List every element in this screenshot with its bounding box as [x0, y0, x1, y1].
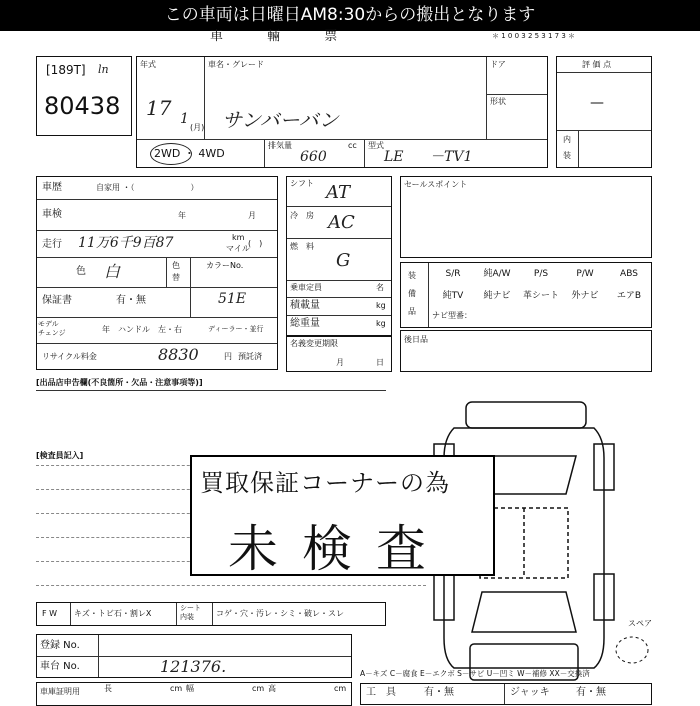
mileage-km: km [232, 233, 245, 242]
later-documents-label: 後日品 [404, 335, 428, 344]
year-label: 年式 [140, 60, 156, 69]
capacity-label: 乗車定員 [290, 283, 322, 292]
interior-label-2: 装 [563, 151, 571, 160]
lot-code: [189T] [46, 63, 86, 77]
garage-width: 幅 [186, 684, 194, 693]
fuel-label: 燃 料 [290, 242, 314, 251]
tools-value: 有・無 [424, 687, 454, 698]
inspection-month: 月 [248, 211, 256, 220]
car-name-label: 車名・グレード [208, 60, 264, 69]
garage-certificate-table [36, 682, 352, 706]
equipment-item: 外ナビ [571, 291, 599, 301]
load-unit: kg [376, 301, 386, 310]
top-right-code: ＊ 1 0 0 3 2 5 3 1 7 3 ＊ [492, 32, 576, 40]
model-change-label-2: チェンジ [38, 329, 66, 337]
year-month: 1 [180, 111, 189, 127]
shape-label: 形状 [490, 97, 506, 106]
lot-number: 80438 [44, 92, 121, 120]
pickup-notice-banner: この車両は日曜日AM8:30からの搬出となります [0, 0, 700, 31]
stamp-line-2: 未検査 [228, 520, 450, 578]
equipment-item: S/R [445, 269, 461, 279]
recycle-value: 8830 [158, 345, 199, 364]
exhibitor-notes-label: [出品店申告欄(不良箇所・欠品・注意事項等)] [36, 378, 203, 387]
garage-width-cm: cm [252, 684, 265, 693]
year-value: 17 [146, 96, 172, 120]
chassis-no-label: 車台 No. [40, 661, 80, 672]
handle-side: ハンドル 左・右 [118, 325, 182, 334]
model-change-label-1: モデル [38, 320, 59, 328]
equipment-item: P/W [576, 269, 594, 279]
inspection-label: 車検 [42, 209, 62, 220]
equipment-label-2: 備 [408, 289, 416, 298]
lot-tag: ln [98, 63, 109, 76]
seat-desc: コゲ・穴・汚レ・シミ・破レ・スレ [216, 609, 344, 618]
equipment-item: 純TV [442, 291, 464, 301]
equipment-item: ABS [620, 269, 638, 279]
stamp-line-1: 買取保証コーナーの為 [200, 469, 450, 497]
year-month-unit: (月) [190, 123, 205, 132]
sales-point-label: セールスポイント [404, 180, 468, 189]
reg-deadline-label: 名義変更期限 [290, 339, 338, 348]
registration-no-label: 登録 No. [40, 640, 80, 651]
color-no-label: カラーNo. [206, 261, 244, 270]
total-weight-label: 総重量 [290, 318, 320, 329]
model-value-2: －TV1 [430, 149, 473, 165]
ac-label: 冷 房 [290, 211, 314, 220]
equipment-item: 純ナビ [483, 291, 511, 301]
inspection-year: 年 [178, 211, 186, 220]
interior-label-1: 内 [563, 135, 571, 144]
mileage-label: 走行 [42, 239, 62, 250]
history-label: 車歴 [42, 182, 62, 193]
garage-height-cm: cm [334, 684, 347, 693]
drive-type: 2WD ・ 4WD [154, 147, 225, 160]
fw-desc: キズ・トビ石・割レX [74, 609, 152, 618]
equipment-item: P/S [533, 269, 549, 279]
warranty-label: 保証書 [42, 295, 72, 306]
door-label: ドア [490, 60, 506, 69]
damage-codes-legend: A－キズ C－腐食 E－エクボ S－サビ U－凹ミ W－補修 XX－交換済 [360, 669, 590, 678]
evaluation-label: 評 価 点 [582, 60, 612, 69]
displacement-label: 排気量 [268, 141, 292, 150]
sheet-title: 車 輛 票 [210, 29, 358, 44]
color-label: 色 [76, 266, 86, 277]
garage-height: 高 [268, 684, 276, 693]
color-value: 白 [104, 262, 121, 281]
jack-label: ジャッキ [510, 687, 550, 698]
equipment-label-1: 装 [408, 271, 416, 280]
history-value: 自家用 ・（ ） [96, 183, 199, 192]
spare-tire-icon [612, 630, 652, 666]
fw-label: F W [42, 609, 58, 618]
color-change-1: 色 [172, 261, 180, 270]
mileage-paren: ( ) [248, 239, 263, 248]
total-weight-unit: kg [376, 319, 386, 328]
later-documents-box [400, 330, 652, 372]
recycle-deposit: 預託済 [238, 352, 262, 361]
warranty-value: 有・無 [116, 295, 146, 306]
jack-value: 有・無 [576, 687, 606, 698]
garage-cert-label: 車庫証明用 [40, 687, 80, 696]
capacity-unit: 名 [376, 283, 384, 292]
displacement-value: 660 [300, 149, 327, 165]
spare-label: スペア [628, 619, 652, 628]
mileage-value: 11万6千9百87 [78, 235, 174, 251]
reg-deadline-month: 月 [336, 358, 344, 367]
seat-label-1: シート [180, 604, 201, 612]
model-label: 型式 [368, 141, 384, 150]
reg-deadline-day: 日 [376, 358, 384, 367]
equipment-item: エアB [616, 291, 642, 301]
recycle-label: リサイクル料金 [42, 352, 97, 361]
displacement-unit: cc [348, 141, 357, 150]
model-change-year: 年 [102, 325, 110, 334]
tools-jack-table [360, 683, 652, 705]
tools-label: 工 具 [366, 687, 396, 698]
evaluation-score: — [590, 95, 604, 111]
shift-value: AT [326, 182, 351, 203]
recycle-unit: 円 [224, 352, 232, 361]
color-change-2: 替 [172, 273, 180, 282]
equipment-item: 純A/W [483, 269, 511, 279]
shift-label: シフト [290, 179, 314, 188]
equipment-label-3: 品 [408, 307, 416, 316]
load-label: 積載量 [290, 300, 320, 311]
detail-table [36, 176, 278, 370]
uninspected-stamp [190, 455, 495, 576]
garage-length-cm: cm [170, 684, 183, 693]
model-value-1: LE [384, 149, 404, 165]
inspector-notes-label: [検査員記入] [36, 451, 84, 460]
fuel-value: G [336, 250, 351, 271]
mileage-mile: マイル [226, 244, 250, 253]
dealer-parallel: ディーラー・並行 [208, 325, 264, 333]
chassis-no-value: 121376. [160, 657, 227, 676]
garage-length: 長 [104, 684, 112, 693]
ac-value: AC [328, 212, 355, 233]
seat-label-2: 内装 [180, 613, 194, 621]
equipment-item: 革シート [522, 291, 559, 301]
color-no-value: 51E [218, 291, 247, 307]
drive-2wd-circle [150, 143, 192, 165]
car-name: サンバーバン [222, 108, 339, 132]
navi-model-label: ナビ型番： [432, 311, 472, 320]
